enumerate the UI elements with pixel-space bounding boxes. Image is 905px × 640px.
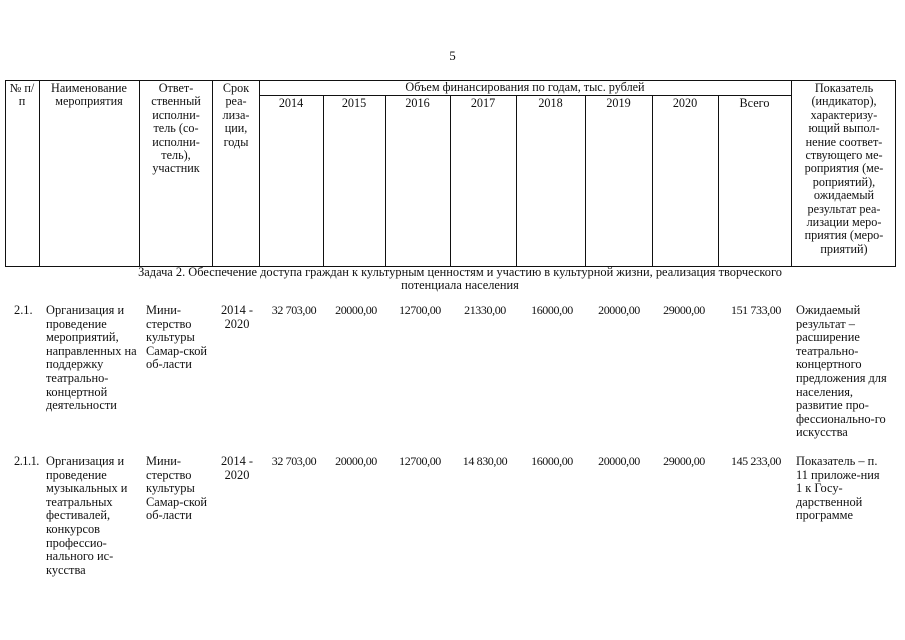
- row-value-total: 145 233,00: [730, 454, 781, 468]
- grid-line: [5, 80, 6, 266]
- grid-line: [718, 95, 719, 266]
- row-name: Организация и проведение музыкальных и театральных фестивалей, конкурсов профессио-нального ис-кусства: [46, 454, 128, 577]
- header-year: 2014: [278, 96, 304, 110]
- grid-line: [139, 80, 140, 266]
- row-value-2016: 12700,00: [399, 454, 441, 468]
- row-value-2020: 29000,00: [663, 454, 705, 468]
- row-no: 2.1.: [14, 303, 33, 317]
- row-value-2019: 20000,00: [598, 454, 640, 468]
- row-value-2014: 32 703,00: [271, 454, 317, 468]
- row-value-2019: 20000,00: [598, 303, 640, 317]
- grid-line: [652, 95, 653, 266]
- header-funding-title: Объем финансирования по годам, тыс. рублей: [405, 80, 645, 94]
- row-indicator: Показатель – п. 11 приложе-ния 1 к Госу-дарственной программе: [796, 454, 880, 523]
- grid-line: [791, 80, 792, 266]
- header-executor: Ответ-ственный исполни-тель (со-исполни-тель), участник: [151, 81, 201, 176]
- task-heading: Задача 2. Обеспечение доступа граждан к культурным ценностям и участию в культурной жизни, реализация творческого потенциала населения: [138, 265, 782, 293]
- grid-line: [323, 95, 324, 266]
- header-year: 2019: [606, 96, 631, 110]
- header-year: 2020: [672, 96, 698, 110]
- row-value-2015: 20000,00: [335, 303, 377, 317]
- header-no: № п/п: [9, 81, 35, 109]
- header-years-line: [259, 95, 791, 96]
- header-total: Всего: [739, 96, 770, 110]
- row-value-2016: 12700,00: [399, 303, 441, 317]
- row-indicator: Ожидаемый результат – расширение театрально-концертного предложения для населения, развитие про-фессионально-го искусства: [796, 303, 887, 440]
- row-value-2017: 21330,00: [464, 303, 506, 317]
- row-name: Организация и проведение мероприятий, направленных на поддержку театрально-концертной деятельности: [46, 303, 137, 413]
- table-header: [5, 80, 896, 266]
- row-value-total: 151 733,00: [730, 303, 781, 317]
- grid-line: [585, 95, 586, 266]
- row-value-2018: 16000,00: [531, 454, 573, 468]
- grid-line: [516, 95, 517, 266]
- page-number: 5: [449, 48, 456, 63]
- row-value-2015: 20000,00: [335, 454, 377, 468]
- header-year: 2016: [405, 96, 430, 110]
- grid-line: [385, 95, 386, 266]
- header-indicator: Показатель (индикатор), характеризу-ющий выпол-нение соответ-ствующего ме-роприятия (ме-роприятий), ожидаемый результат реа-лизации меро-приятия (меро-приятий): [804, 81, 884, 256]
- grid-line: [895, 80, 896, 266]
- header-year: 2018: [538, 96, 563, 110]
- row-value-2020: 29000,00: [663, 303, 705, 317]
- header-term: Срок реа-лиза-ции, годы: [222, 81, 250, 149]
- row-executor: Мини-стерство культуры Самар-ской об-ласти: [146, 454, 208, 523]
- row-term: 2014 - 2020: [220, 454, 253, 482]
- grid-line: [39, 80, 40, 266]
- row-term: 2014 - 2020: [220, 303, 253, 331]
- header-name: Наименование мероприятия: [51, 81, 127, 109]
- row-value-2014: 32 703,00: [271, 303, 317, 317]
- grid-line: [212, 80, 213, 266]
- row-value-2017: 14 830,00: [462, 454, 508, 468]
- row-no: 2.1.1.: [14, 454, 39, 468]
- row-executor: Мини-стерство культуры Самар-ской об-ласти: [146, 303, 208, 372]
- header-year: 2017: [470, 96, 496, 110]
- header-year: 2015: [341, 96, 367, 110]
- row-value-2018: 16000,00: [531, 303, 573, 317]
- grid-line: [450, 95, 451, 266]
